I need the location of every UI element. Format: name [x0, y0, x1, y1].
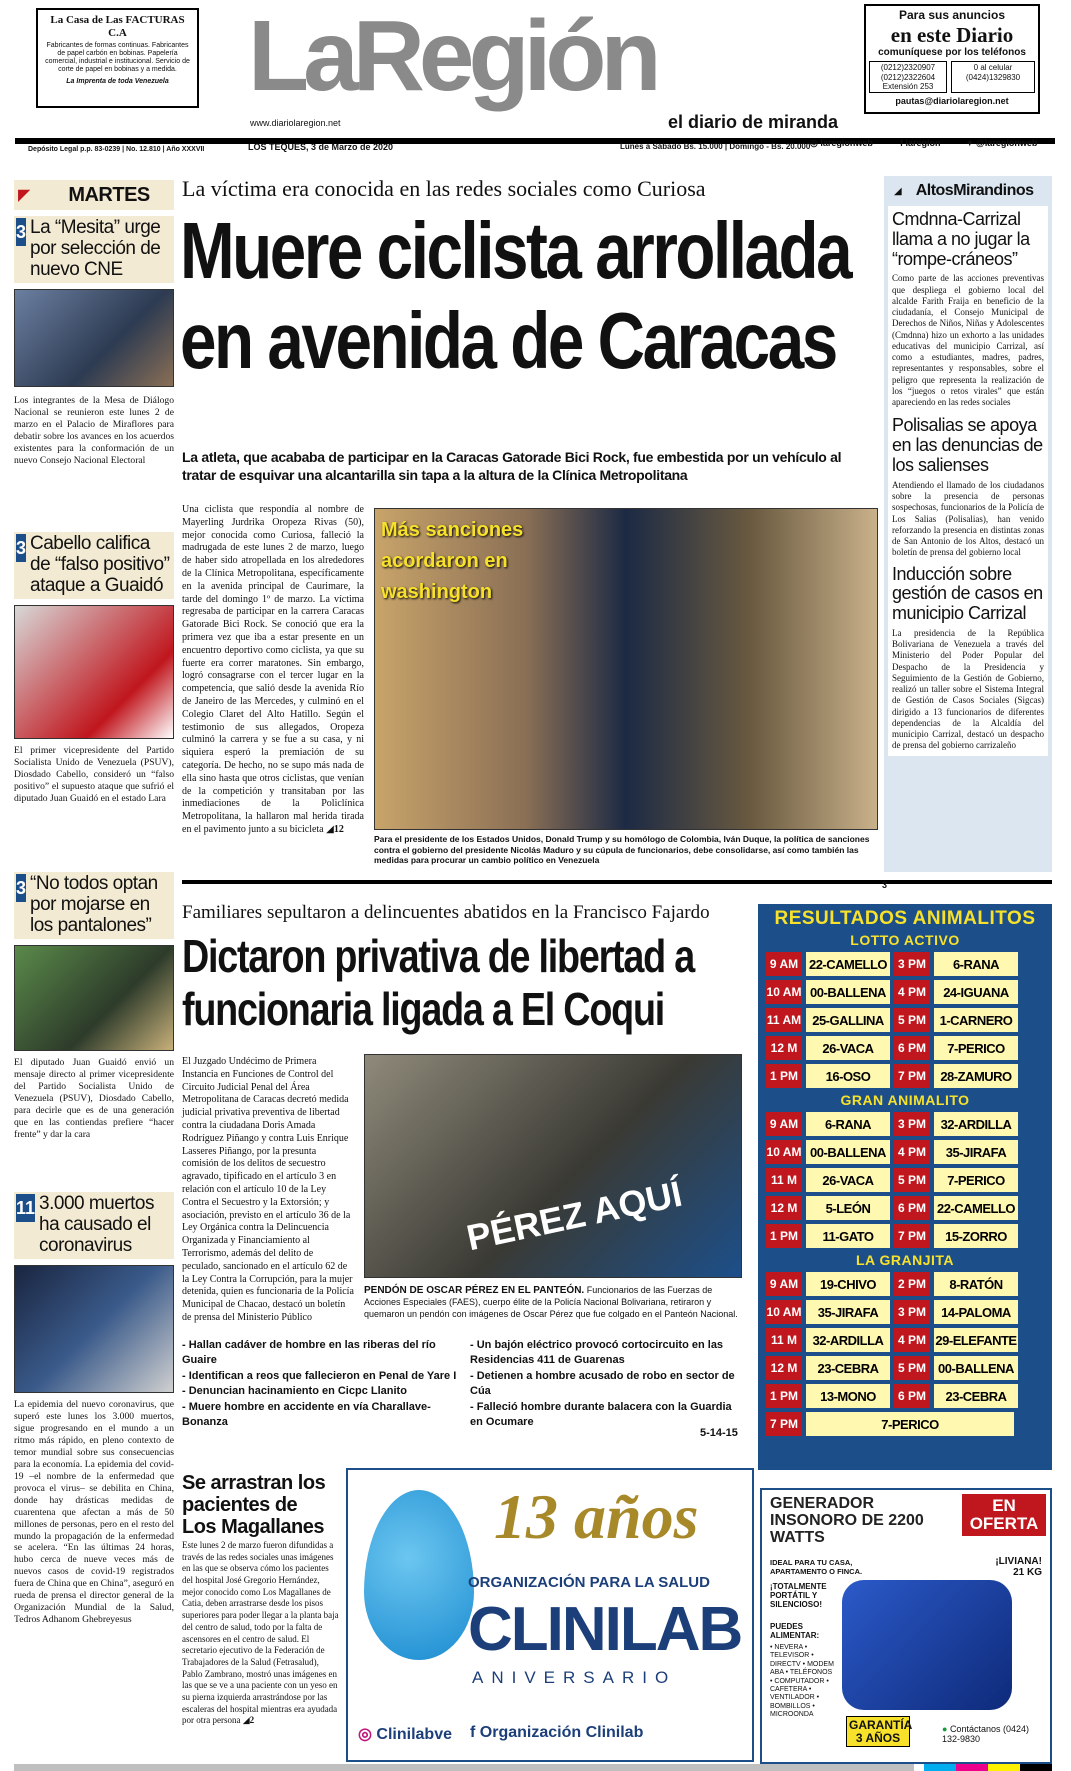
results-section-title: LOTTO ACTIVO: [850, 932, 960, 948]
water-drop-mascot: [364, 1490, 474, 1660]
draw-time: 3 PM: [894, 1112, 930, 1136]
item-headline: Cabello califica de “falso positivo” ataque a Guaidó: [30, 533, 170, 596]
draw-time: 4 PM: [894, 980, 930, 1004]
draw-result: 22-CAMELLO: [806, 952, 890, 976]
section-label-bar: [884, 176, 1052, 206]
left-item-3[interactable]: [14, 872, 174, 1141]
second-caption-title: PENDÓN DE OSCAR PÉREZ EN EL PANTEÓN.: [364, 1285, 585, 1296]
left-item-4[interactable]: [14, 1192, 174, 1626]
draw-time: 2 PM: [894, 1272, 930, 1296]
draw-time: 12 M: [766, 1356, 802, 1380]
draw-result: 23-CEBRA: [934, 1384, 1018, 1408]
facebook-handle: laregion: [905, 138, 941, 148]
bottom-story-body: Este lunes 2 de marzo fueron difundidas a través de las redes sociales unas imágenes en las que se observa cómo los pacientes del hospital José Gregorio Hernández, mejor conocido como Los Magallanes de Catia, deben arrastrarse desde los pisos superiores para poder llegar a la planta baja del centro de salud, todo por la falta de ascensores en el centro de salud. El secretario ejecutivo de la Federación de Trabajadores de la Salud (Fetrasalud), Pablo Zambrano, mostró unas imágenes en las que se ve a una paciente con un yeso en su pierna izquierda arrastrándose por las escaleras del hospital mientras era ayudada por otra persona: [182, 1540, 339, 1726]
jump-arrow-icon: ◢: [326, 823, 334, 835]
item-headline: 3.000 muertos ha causado el coronavirus: [39, 1193, 154, 1256]
draw-time: 4 PM: [894, 1328, 930, 1352]
caption-page: 3: [882, 880, 888, 890]
results-title: RESULTADOS ANIMALITOS: [774, 908, 1036, 929]
draw-result: 7-PERICO: [806, 1412, 1014, 1436]
draw-time: 11 M: [766, 1168, 802, 1192]
ad-line2: en este Diario: [890, 22, 1014, 47]
twitter-icon: ✦: [966, 138, 977, 148]
lead-caption: Para el presidente de los Estados Unidos, Donald Trump y su homólogo de Colombia, Iván Duque, la política de sanciones contra el gobierno del presidente Nicolás Maduro y su cúpula de funcionarios, debe consolidarse, así como también las medidas para procurar un cambio político en Venezuela: [374, 834, 870, 866]
page-badge: 3: [16, 534, 26, 562]
draw-result: 35-JIRAFA: [934, 1140, 1018, 1164]
ad-cell: 0 al celular (0424)1329830: [951, 61, 1035, 93]
draw-result: 32-ARDILLA: [806, 1328, 890, 1352]
draw-time: 10 AM: [766, 1140, 802, 1164]
draw-result: 7-PERICO: [934, 1168, 1018, 1192]
masthead-rule: [15, 138, 1055, 144]
ad-phones: (0212)2320907 (0212)2322604 Extensión 253: [869, 61, 947, 93]
instagram-icon: ◎: [810, 138, 821, 148]
results-section-title: LA GRANJITA: [855, 1252, 955, 1268]
lead-headline[interactable]: Muere ciclista arrollada en avenida de Caracas: [180, 206, 851, 385]
slogan: el diario de miranda: [667, 112, 838, 132]
legal-line: Depósito Legal p.p. 83-0239 | No. 12.810 | Año XXXVII: [28, 146, 205, 153]
twitter-handle: @laregionweb: [976, 138, 1038, 148]
item-text: La epidemia del nuevo coronavirus, que superó este lunes los 3.000 muertos, sigue progresando en el mundo a un ritmo más rápido, en pleno contexto de temor mundial sobre sus consecuencias para la economía. La epidemia del covid-19 –el nombre de la enfermedad que provoca el virus– se debilita en China, donde hay drásticas medidas de cuarentena que afectan a más de 50 millones de personas, pero en el resto del mundo la propagación de la enfermedad se acelera. “En las últimas 24 horas, hubo cerca de nueve veces más de nuevos casos de covid-19 registrados fuera de China que en China”, aseguró en rueda de prensa el director general de la Organización Mundial de la Salud, Tedros Adhanom Ghebreyesus: [14, 1398, 174, 1626]
left-item-2[interactable]: [14, 532, 174, 805]
ad-tagline: La Imprenta de toda Venezuela: [66, 78, 169, 86]
section-label: AltosMirandinos: [915, 182, 1034, 199]
ad-contact[interactable]: [942, 1724, 1042, 1744]
lead-kicker: La víctima era conocida en las redes sociales como Curiosa: [182, 176, 706, 201]
right-item-headline-1[interactable]: Cmdnna-Carrizal llama a no jugar la “rompe-cráneos”: [892, 209, 1030, 269]
bullet-item[interactable]: - Identifican a reos que fallecieron en Penal de Yare I: [182, 1369, 457, 1382]
ad-weight: ¡LIVIANA! 21 KG: [995, 1556, 1042, 1578]
social-handle: Clinilabve: [376, 1726, 452, 1743]
lead-body-text: Una ciclista que respondía al nombre de Mayerling Jurdrika Oropeza Rivas (50), mejor conocida como Curiosa, falleció la madrugada de este lunes 2 de marzo, luego de haber sido atropellada en los alrededores de la Clínica Metropolitana, específicamente en la avenida principal de Caurimare, la tarde del domingo 1º de marzo. La víctima regresaba de participar en la carrera Caracas Gatorade Bici Rock. Se conoció que era la primera vez que iba a estar presente en un encuentro deportivo como ciclista, ya que su fuerte era correr maratones. Sin embargo, logró consagrarse con el tercer lugar en la competencia, que salió desde la avenida Río de Janeiro de las Mercedes, y culminó en el Colegio Claret del Alto Hatillo. Según el testimonio de sus allegados, Oropeza culminó la carrera y se fue a su casa, y ni siquiera esperó la premiación de su categoría. De hecho, no se supo más nada de ella sino hasta que otros ciclistas, que venían de la competición y transitaban por las inmediaciones de la Policlínica Metropolitana, la hallaron mal herida tirada en el pavimento junto a su bicicleta: [182, 504, 364, 835]
second-caption-text: Funcionarios de las Fuerzas de Acciones Especiales (FAES), cuerpo élite de la Policía Nacional Bolivariana, retiraron y quemaron un pendón con imágenes de Oscar Pérez que fue colgado en el Panteón Nacional.: [364, 1285, 738, 1319]
lead-jump: 12: [333, 823, 344, 835]
right-sidebar: [884, 176, 1052, 872]
draw-result: 11-GATO: [806, 1224, 890, 1248]
item-text: Los integrantes de la Mesa de Diálogo Nacional se reunieron este lunes 2 de marzo en el Palacio de Miraflores para debatir sobre los avances en los acuerdos existentes para la conformación de un nuevo Consejo Nacional Electoral: [14, 394, 174, 466]
logo-word: LaRegión: [248, 0, 656, 112]
price-line: Lunes a Sábado Bs. 15.000 | Domingo - Bs. 20.000: [620, 142, 811, 151]
draw-time: 9 AM: [766, 1272, 802, 1296]
second-headline[interactable]: Dictaron privativa de libertad a funcionaria ligada a El Coqui: [182, 930, 694, 1035]
right-item-text-3: La presidencia de la República Bolivariana de Venezuela a través del Ministerio del Poder Popular del Despacho de la Presidencia y Seguimiento de la Gestión de Gobierno, realizó un taller sobre el Sistema Integral de Gestión de Casos Sociales (Sigcas) dirigido a 13 funcionarios de diferentes dependencias de la Alcaldía del municipio Carrizal, destacó un despacho de prensa del gobierno carrizaleño: [892, 627, 1044, 751]
draw-time: 12 M: [766, 1196, 802, 1220]
results-row: [766, 952, 1044, 976]
ad-line3: comuníquese por los teléfonos: [878, 46, 1026, 58]
social-row: [358, 1724, 643, 1744]
dateline: LOS TEQUES, 3 de Marzo de 2020: [248, 142, 394, 152]
draw-time: 7 PM: [894, 1224, 930, 1248]
bullets-pages: 5-14-15: [700, 1427, 738, 1439]
bottom-story-text: [182, 1540, 340, 1727]
draw-result: 35-JIRAFA: [806, 1300, 890, 1324]
draw-time: 1 PM: [766, 1224, 802, 1248]
draw-time: 11 AM: [766, 1008, 802, 1032]
bullets-left: [182, 1338, 468, 1430]
page-badge: 3: [16, 218, 26, 246]
draw-time: 11 M: [766, 1328, 802, 1352]
bullet-item[interactable]: - Detienen a hombre acusado de robo en sector de Cúa: [470, 1369, 735, 1398]
item-headline: La “Mesita” urge por selección de nuevo CNE: [30, 217, 161, 280]
ad-warranty: GARANTÍA 3 AÑOS: [846, 1716, 910, 1747]
draw-time: 5 PM: [894, 1008, 930, 1032]
ad-contact-text: Contáctanos (0424) 132-9830: [942, 1724, 1029, 1744]
draw-time: 4 PM: [894, 1140, 930, 1164]
results-row: [766, 1112, 1044, 1136]
draw-result: 25-GALLINA: [806, 1008, 890, 1032]
draw-result: 00-BALLENA: [934, 1356, 1018, 1380]
bullet-item[interactable]: - Muere hombre en accidente en vía Charallave-Bonanza: [182, 1400, 431, 1428]
draw-time: 7 PM: [766, 1412, 802, 1436]
draw-result: 24-IGUANA: [934, 980, 1018, 1004]
social-handle: Organización Clinilab: [479, 1724, 644, 1741]
lead-body: [182, 504, 364, 837]
second-body: El Juzgado Undécimo de Primera Instancia en Funciones de Control del Circuito Judicial Penal del Área Metropolitana de Caracas decretó medida judicial privativa preventiva de libertad contra la ciudadana Doris Amada Rodríguez Piñango y contra Luis Enrique Lasseres Piñango, por la presunta comisión de los delitos de secuestro agravado, tipificado en el artículo 3 en relación con el artículo 10 de la Ley Contra el Secuestro y la Extorsión; y asociación, previsto en el artículo 36 de la Ley Orgánica contra la Delincuencia Organizada y Financiamiento al Terrorismo, además del delito de peculado, sancionado en el artículo 62 de la Ley Contra la Corrupción, para la mujer detenida, quien es funcionaria de la Policía Municipal de Chacao, destacó un boletín de prensa del Ministerio Público: [182, 1056, 354, 1323]
left-item-1[interactable]: [14, 216, 174, 467]
draw-time: 9 AM: [766, 1112, 802, 1136]
results-row: [766, 1168, 1044, 1192]
item-photo: [14, 289, 174, 387]
ad-org: ORGANIZACIÓN PARA LA SALUD: [468, 1574, 710, 1591]
bottom-story-headline[interactable]: Se arrastran los pacientes de Los Magallanes: [182, 1472, 326, 1538]
draw-result: 23-CEBRA: [806, 1356, 890, 1380]
clinilab-instagram[interactable]: [358, 1724, 452, 1744]
draw-result: 8-RATÓN: [934, 1272, 1018, 1296]
draw-time: 1 PM: [766, 1064, 802, 1088]
color-registration-strip: [924, 1764, 1052, 1771]
item-text: El primer vicepresidente del Partido Socialista Unido de Venezuela (PSUV), Diosdado Cabello, consideró un “falso positivo” el supuesto ataque que sufrió el diputado Juan Guaidó en el estado Lara: [14, 744, 174, 804]
photo-overlay-headline: Más sanciones acordaron en washington: [381, 519, 524, 603]
second-caption: [364, 1284, 742, 1320]
ad-lines: Fabricantes de formas continuas. Fabricantes de papel carbón en bobinas. Papelería comercial, industrial e institucional. Servicio de corte de papel en bobinas y a medida.: [45, 42, 190, 74]
draw-time: 10 AM: [766, 1300, 802, 1324]
bullet-item[interactable]: - Hallan cadáver de hombre en las riberas del río Guaire: [182, 1339, 436, 1367]
ad-years: 13 años: [494, 1481, 699, 1552]
draw-result: 15-ZORRO: [934, 1224, 1018, 1248]
instagram-icon: ◎: [358, 1726, 377, 1743]
social-facebook[interactable]: [900, 138, 941, 148]
right-item-text-2: Atendiendo el llamado de los ciudadanos sobre la presencia de personas sospechosas, funcionarios de la Policía de Los Salias (Polisalias), han venido reforzando la presencia en distintas zonas de San Antonio de los Altos, destacó un boletín de prensa del gobierno local: [892, 479, 1044, 558]
draw-result: 1-CARNERO: [934, 1008, 1018, 1032]
day-label-bar: [14, 180, 174, 210]
second-kicker: Familiares sepultaron a delincuentes abatidos en la Francisco Fajardo: [182, 902, 710, 923]
results-panel: [758, 904, 1052, 1470]
results-row: [766, 1036, 1044, 1060]
lead-deck: La atleta, que acababa de participar en la Caracas Gatorade Bici Rock, fue embestida por un vehículo al tratar de esquivar una alcantarilla sin tapa a la altura de la Clínica Metropolitana: [182, 449, 842, 484]
draw-time: 9 AM: [766, 952, 802, 976]
draw-time: 5 PM: [894, 1168, 930, 1192]
page-badge: 11: [16, 1194, 35, 1222]
social-instagram[interactable]: [810, 138, 873, 149]
logo-site: www.diariolaregion.net: [250, 118, 341, 128]
ad-email: pautas@diariolaregion.net: [895, 96, 1009, 106]
results-section-title: GRAN ANIMALITO: [840, 1092, 970, 1108]
results-row: [766, 1224, 1044, 1248]
draw-result: 22-CAMELLO: [934, 1196, 1018, 1220]
results-row: [766, 1196, 1044, 1220]
generator-image: [842, 1580, 1012, 1710]
draw-time: 6 PM: [894, 1384, 930, 1408]
draw-result: 6-RANA: [934, 952, 1018, 976]
item-photo: [14, 945, 174, 1051]
results-sections: [766, 932, 1044, 1408]
bullets-right: [470, 1338, 740, 1430]
draw-result: 29-ELEFANTE: [934, 1328, 1018, 1352]
left-masthead-ad: [36, 8, 199, 108]
day-label: MARTES: [68, 183, 150, 206]
results-row: [766, 1300, 1044, 1324]
ad-line1: Para sus anuncios: [898, 8, 1006, 22]
ad-sub: IDEAL PARA TU CASA, APARTAMENTO O FINCA.: [770, 1558, 863, 1576]
draw-time: 3 PM: [894, 1300, 930, 1324]
arrow-icon: ◤: [18, 187, 31, 204]
photo-banner-text: PÉREZ AQUÍ: [463, 1172, 686, 1259]
draw-time: 6 PM: [894, 1196, 930, 1220]
clinilab-ad[interactable]: [346, 1468, 754, 1762]
generator-ad[interactable]: [760, 1488, 1052, 1764]
ad-quiet: ¡TOTALMENTE PORTÁTIL Y SILENCIOSO!: [770, 1582, 827, 1609]
draw-time: 3 PM: [894, 952, 930, 976]
right-masthead-ad: [864, 4, 1040, 114]
draw-result: 32-ARDILLA: [934, 1112, 1018, 1136]
facebook-icon: f: [469, 1724, 480, 1741]
draw-result: 5-LEÓN: [806, 1196, 890, 1220]
draw-time: 1 PM: [766, 1384, 802, 1408]
item-headline: “No todos optan por mojarse en los pantalones”: [30, 873, 158, 936]
facebook-icon: f: [900, 138, 906, 148]
results-row: [766, 1140, 1044, 1164]
results-row: [766, 1384, 1044, 1408]
item-photo: [14, 605, 174, 739]
draw-result: 16-OSO: [806, 1064, 890, 1088]
draw-result: 00-BALLENA: [806, 980, 890, 1004]
ad-feeds-title: PUEDES ALIMENTAR:: [770, 1622, 820, 1640]
arrow-icon: ◢: [894, 185, 902, 197]
right-item-headline-3[interactable]: Inducción sobre gestión de casos en municipio Carrizal: [892, 563, 1043, 624]
ad-brand: CLINILAB: [468, 1595, 742, 1664]
draw-time: 6 PM: [894, 1036, 930, 1060]
bottom-story-page: 2: [249, 1715, 255, 1726]
instagram-handle: laregionweb: [820, 138, 873, 148]
draw-result: 26-VACA: [806, 1168, 890, 1192]
ad-offer-badge: EN OFERTA: [962, 1494, 1046, 1536]
second-photo: [364, 1054, 742, 1278]
draw-time: 10 AM: [766, 980, 802, 1004]
left-sidebar: [14, 180, 174, 1760]
results-row: [766, 1064, 1044, 1088]
bottom-gray-bar: [14, 1764, 914, 1771]
whatsapp-icon: ●: [942, 1724, 950, 1734]
draw-result: 19-CHIVO: [806, 1272, 890, 1296]
results-row-last: [766, 1412, 1044, 1436]
page-badge: 3: [16, 874, 26, 902]
bullet-item[interactable]: - Falleció hombre durante balacera con la Guardia en Ocumare: [470, 1400, 732, 1428]
ad-anniv: ANIVERSARIO: [472, 1668, 677, 1687]
results-row: [766, 1008, 1044, 1032]
item-text: El diputado Juan Guaidó envió un mensaje directo al primer vicepresidente del Partido Socialista Unido de Venezuela (PSUV), Diosdado Cabello, para decirle que es de una generación que en las contiendas prefiere “hacer frente” y dar la cara: [14, 1056, 174, 1140]
results-row: [766, 1328, 1044, 1352]
ad-brand: La Casa de Las FACTURAS C.A: [50, 14, 185, 39]
ad-title: GENERADOR INSONORO DE 2200 WATTS: [770, 1495, 924, 1546]
right-item-text-1: Como parte de las acciones preventivas que despliega el gobierno local del alcalde Farith Fraija en beneficio de la ciudadanía, el Consejo Municipal de Derechos de Niños, Niñas y Adolescentes (Cmdnna) hizo un exhorto a las unidades educativas del municipio Carrizal, así como a estudiantes, madres, padres, representantes y responsables, sobre el peligro que representa la realización de los “juegos o retos virales” que están apareciendo en las redes sociales: [892, 273, 1044, 408]
draw-result: 00-BALLENA: [806, 1140, 890, 1164]
draw-time: 7 PM: [894, 1064, 930, 1088]
results-row: [766, 1356, 1044, 1380]
jump-arrow-icon: ◢: [242, 1715, 250, 1726]
draw-result: 13-MONO: [806, 1384, 890, 1408]
lead-photo: [374, 508, 878, 830]
social-twitter[interactable]: [966, 138, 1037, 149]
draw-result: 28-ZAMURO: [934, 1064, 1018, 1088]
ad-feeds: • NEVERA • TELEVISOR • DIRECTV • MODEM ABA • TELÉFONOS • COMPUTADOR • CAFETERA • VENTILADOR • BOMBILLOS • MICROONDA: [770, 1644, 834, 1719]
draw-time: 12 M: [766, 1036, 802, 1060]
lead-bottom-rule: [182, 880, 1052, 884]
draw-time: 5 PM: [894, 1356, 930, 1380]
item-photo: [14, 1265, 174, 1393]
draw-result: 6-RANA: [806, 1112, 890, 1136]
draw-result: 14-PALOMA: [934, 1300, 1018, 1324]
clinilab-facebook[interactable]: [470, 1724, 643, 1744]
draw-result: 7-PERICO: [934, 1036, 1018, 1060]
bullet-item[interactable]: - Denuncian hacinamiento en Cicpc Llanito: [182, 1385, 407, 1398]
draw-result: 26-VACA: [806, 1036, 890, 1060]
results-row: [766, 980, 1044, 1004]
logo: [248, 0, 838, 132]
results-row: [766, 1272, 1044, 1296]
bullet-item[interactable]: - Un bajón eléctrico provocó cortocircuito en las Residencias 411 de Guarenas: [470, 1339, 724, 1367]
right-item-headline-2[interactable]: Polisalias se apoya en las denuncias de los salienses: [892, 415, 1043, 475]
